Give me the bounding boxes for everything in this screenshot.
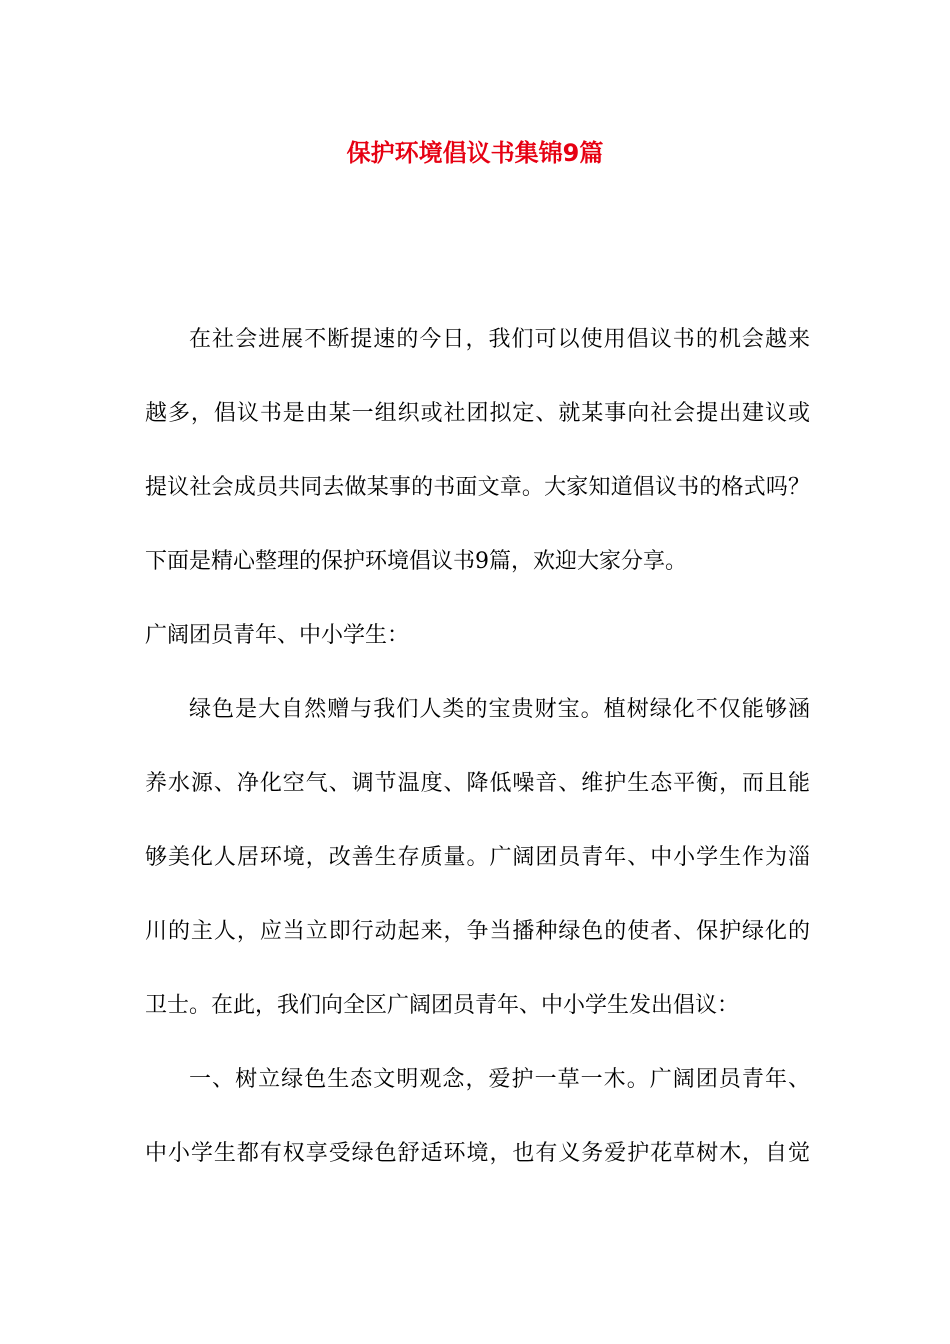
body-line: 提议社会成员共同去做某事的书面文章。大家知道倡议书的格式吗？ [145, 475, 810, 500]
body-line: 在社会进展不断提速的今日，我们可以使用倡议书的机会越来 [189, 327, 810, 352]
document-body [145, 321, 810, 1209]
body-line: 川的主人，应当立即行动起来，争当播种绿色的使者、保护绿化的 [145, 919, 810, 944]
body-line: 绿色是大自然赠与我们人类的宝贵财宝。植树绿化不仅能够涵 [189, 697, 810, 722]
body-line: 下面是精心整理的保护环境倡议书9篇，欢迎大家分享。 [145, 549, 687, 574]
document-title: 保护环境倡议书集锦9篇 [346, 139, 604, 167]
body-line: 卫士。在此，我们向全区广阔团员青年、中小学生发出倡议： [145, 993, 740, 1018]
body-line: 越多，倡议书是由某一组织或社团拟定、就某事向社会提出建议或 [145, 401, 810, 426]
body-line: 够美化人居环境，改善生存质量。广阔团员青年、中小学生作为淄 [145, 845, 810, 870]
body-line: 一、树立绿色生态文明观念，爱护一草一木。广阔团员青年、 [189, 1067, 810, 1092]
body-line: 中小学生都有权享受绿色舒适环境，也有义务爱护花草树木，自觉 [145, 1141, 810, 1166]
body-line: 养水源、净化空气、调节温度、降低噪音、维护生态平衡，而且能 [145, 771, 810, 796]
body-line: 广阔团员青年、中小学生： [145, 623, 410, 648]
